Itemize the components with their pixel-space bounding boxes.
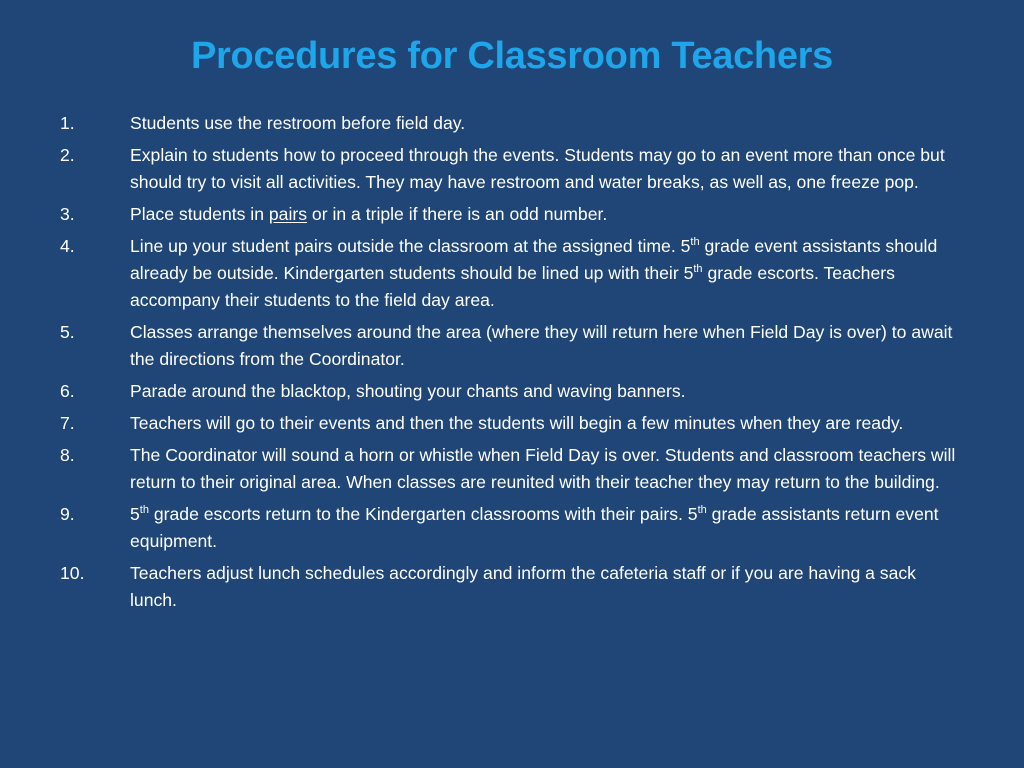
item-text: Students use the restroom before field day.	[130, 113, 466, 133]
pairs-link[interactable]: pairs	[268, 204, 308, 224]
item-text: Teachers will go to their events and then the students will begin a few minutes when they are ready.	[130, 413, 904, 433]
item-number: 9.	[60, 504, 75, 524]
procedure-list	[60, 110, 965, 619]
list-item	[60, 501, 965, 555]
item-text-part: grade event assistants should already be outside. Kindergarten students should be lined up with their 5	[130, 236, 938, 283]
item-text-part: grade assistants return event equipment.	[130, 504, 939, 551]
item-text: Classes arrange themselves around the area (where they will return here when Field Day is over) to await the directions from the Coordinator.	[130, 322, 953, 369]
list-item	[60, 442, 965, 496]
list-item	[60, 201, 965, 228]
item-text-part: Line up your student pairs outside the classroom at the assigned time. 5	[130, 236, 691, 256]
item-number: 4.	[60, 236, 75, 256]
item-text-part: 5	[130, 504, 140, 524]
list-item	[60, 233, 965, 314]
item-number: 5.	[60, 322, 75, 342]
item-number: 7.	[60, 413, 75, 433]
item-text-part: grade escorts. Teachers accompany their students to the field day area.	[130, 263, 895, 310]
item-text-part: or in a triple if there is an odd number.	[307, 204, 608, 224]
item-text: Teachers adjust lunch schedules accordingly and inform the cafeteria staff or if you are having a sack lunch.	[130, 563, 916, 610]
list-item	[60, 560, 965, 614]
ordinal-superscript: th	[697, 504, 707, 516]
item-number: 2.	[60, 145, 75, 165]
item-text: Explain to students how to proceed through the events. Students may go to an event more than once but should try to visit all activities. They may have restroom and water breaks, as well as, one freeze pop.	[130, 145, 945, 192]
ordinal-superscript: th	[690, 236, 700, 248]
ordinal-superscript: th	[139, 504, 149, 516]
item-number: 3.	[60, 204, 75, 224]
item-number: 6.	[60, 381, 75, 401]
item-text	[130, 201, 965, 228]
item-number: 10.	[60, 563, 85, 583]
list-item	[60, 110, 965, 137]
slide-title: Procedures for Classroom Teachers	[191, 35, 833, 77]
item-text: Parade around the blacktop, shouting your chants and waving banners.	[130, 381, 686, 401]
item-text	[130, 501, 965, 555]
list-item	[60, 142, 965, 196]
ordinal-superscript: th	[693, 263, 703, 275]
list-item	[60, 378, 965, 405]
item-text	[130, 233, 965, 314]
item-text: The Coordinator will sound a horn or whistle when Field Day is over. Students and classroom teachers will return to their original area. When classes are reunited with their teacher they may return to the building.	[130, 445, 956, 492]
item-number: 1.	[60, 113, 75, 133]
list-item	[60, 319, 965, 373]
item-number: 8.	[60, 445, 75, 465]
item-text-part: grade escorts return to the Kindergarten classrooms with their pairs. 5	[148, 504, 698, 524]
list-item	[60, 410, 965, 437]
item-text-part: Place students in	[130, 204, 269, 224]
